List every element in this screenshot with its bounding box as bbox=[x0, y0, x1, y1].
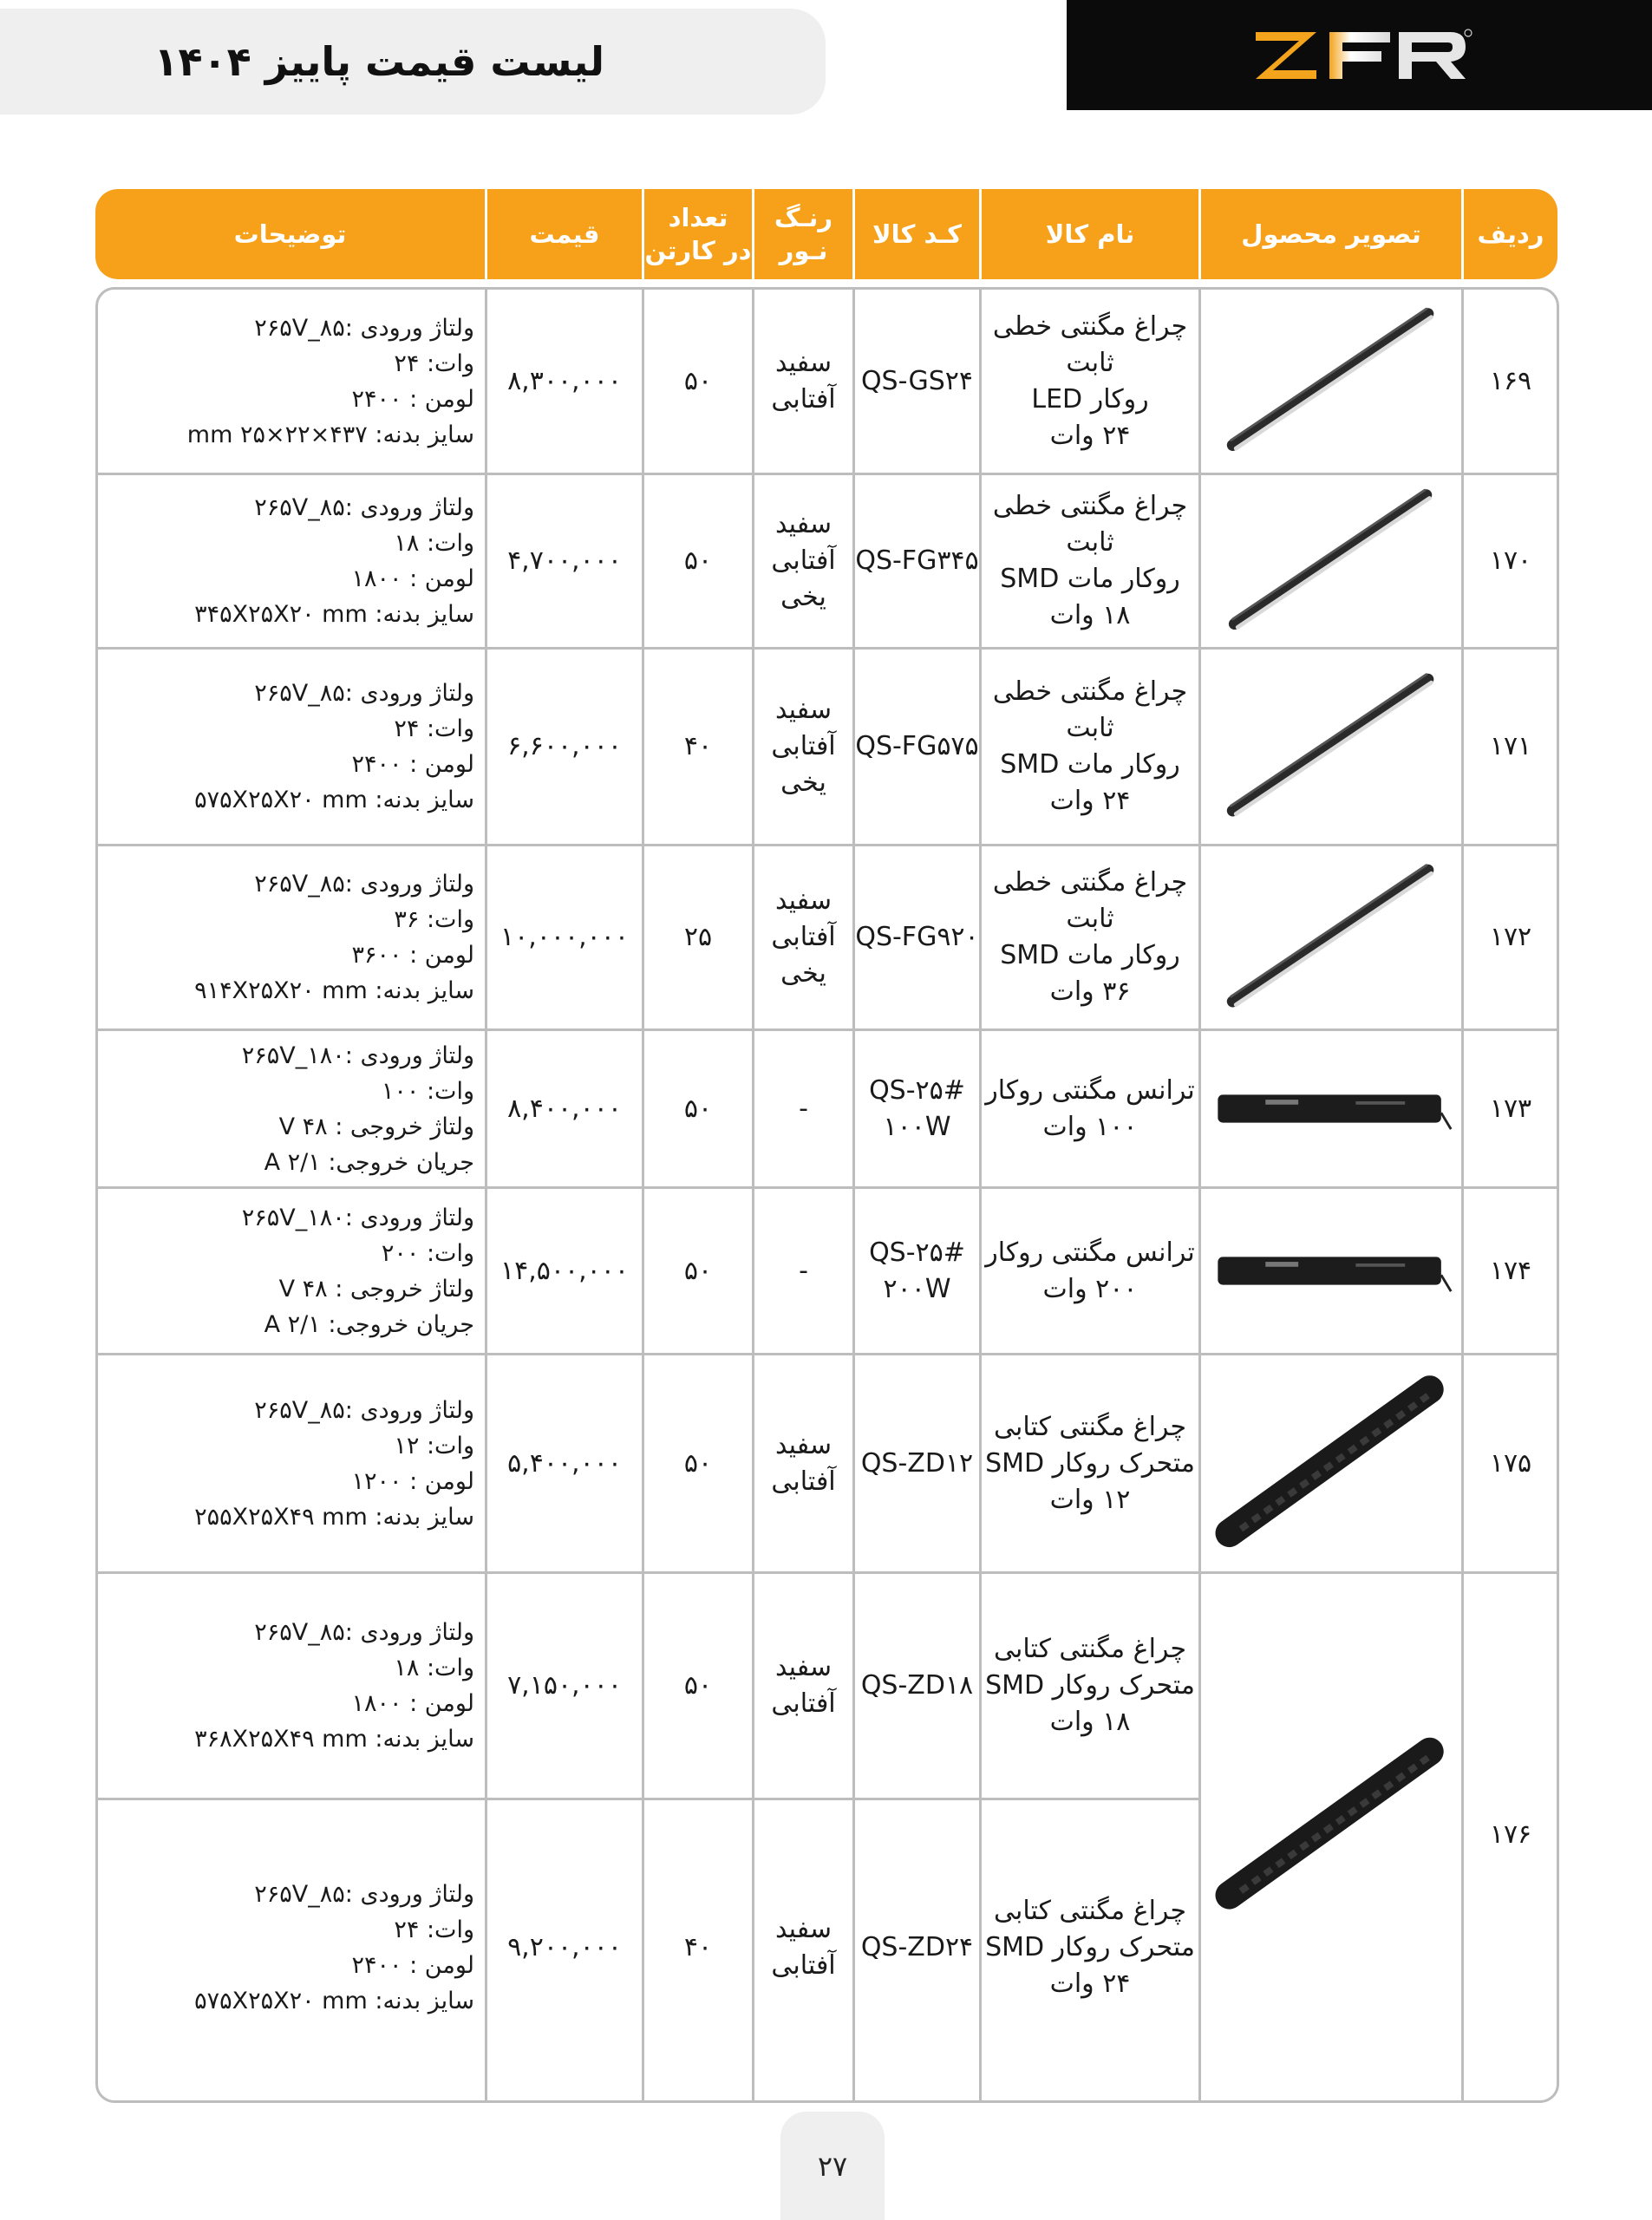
product-name-line: ۲۴ وات bbox=[1049, 420, 1131, 451]
header-desc: توضیحات bbox=[233, 219, 347, 249]
row-number: ۱۷۲ bbox=[1489, 922, 1532, 952]
description-line: ولتاژ ورودی :۸۵_۲۶۵V bbox=[254, 1619, 474, 1646]
product-name-line: ۲۴ وات bbox=[1049, 1969, 1131, 1999]
row-number: ۱۷۱ bbox=[1489, 731, 1532, 761]
description-line: وات: ۲۰۰ bbox=[381, 1239, 474, 1267]
description-line: ولتاژ خروجی : ۴۸ V bbox=[278, 1113, 474, 1140]
price: ۱۰,۰۰۰,۰۰۰ bbox=[500, 922, 629, 952]
description-line: سایز بدنه: ۳۴۵X۲۵X۲۰ mm bbox=[194, 601, 474, 628]
price: ۹,۲۰۰,۰۰۰ bbox=[507, 1932, 622, 1962]
product-code bbox=[855, 1189, 979, 1353]
light-color bbox=[754, 846, 852, 1028]
description-line: ولتاژ ورودی :۱۸۰_۲۶۵V bbox=[241, 1041, 474, 1069]
row-number: ۱۶۹ bbox=[1489, 365, 1532, 396]
product-name-line: چراغ مگنتی کتابی bbox=[994, 1896, 1186, 1926]
row-number: ۱۷۳ bbox=[1489, 1093, 1532, 1124]
product-name-line: ۲۴ وات bbox=[1049, 786, 1131, 816]
product-code bbox=[855, 846, 979, 1028]
light-color-line: سفید bbox=[774, 1652, 833, 1682]
product-code-line: QS-۲۵# bbox=[869, 1074, 965, 1106]
description-line: لومن : ۳۶۰۰ bbox=[351, 942, 474, 969]
light-color-line: سفید bbox=[774, 347, 833, 378]
product-code-line: QS-ZD۱۸ bbox=[860, 1670, 974, 1701]
product-name-line: روکار مات SMD bbox=[1000, 564, 1180, 594]
description bbox=[98, 1189, 474, 1353]
light-color-line: سفید bbox=[774, 509, 833, 539]
product-code bbox=[855, 650, 979, 844]
product-name bbox=[982, 650, 1198, 844]
product-name-line: ۳۶ وات bbox=[1049, 976, 1131, 1007]
product-name-line: ۱۲ وات bbox=[1049, 1484, 1131, 1515]
carton-count: ۵۰ bbox=[683, 1447, 713, 1479]
carton-count: ۵۰ bbox=[683, 1670, 713, 1701]
product-name-line: ۱۸ وات bbox=[1049, 600, 1131, 630]
description-line: وات: ۱۸ bbox=[394, 530, 474, 557]
carton-count: ۲۵ bbox=[683, 922, 713, 952]
product-name-line: چراغ مگنتی کتابی bbox=[994, 1411, 1186, 1442]
description-line: ولتاژ ورودی :۱۸۰_۲۶۵V bbox=[241, 1204, 474, 1231]
product-name bbox=[982, 290, 1198, 473]
light-color-line: سفید bbox=[774, 1914, 833, 1944]
carton-count: ۵۰ bbox=[683, 1093, 713, 1124]
row-number: ۱۷۵ bbox=[1489, 1447, 1532, 1479]
description-line: وات: ۳۶ bbox=[394, 906, 474, 933]
brand-logo bbox=[1067, 0, 1652, 110]
description-line: ولتاژ ورودی :۸۵_۲۶۵V bbox=[254, 680, 474, 707]
product-name-line: چراغ مگنتی کتابی bbox=[994, 1634, 1186, 1664]
description bbox=[98, 846, 474, 1028]
description-line: وات: ۲۴ bbox=[394, 1916, 474, 1943]
product-code bbox=[855, 1574, 979, 1798]
description-line: لومن : ۲۴۰۰ bbox=[351, 751, 474, 778]
header-count-top: تعداد bbox=[668, 203, 728, 232]
description-line: وات: ۱۰۰ bbox=[381, 1077, 474, 1105]
row-number: ۱۷۶ bbox=[1489, 1818, 1532, 1850]
product-image bbox=[1208, 1361, 1454, 1566]
light-color-line: آفتابی bbox=[771, 731, 836, 761]
row-number: ۱۷۰ bbox=[1489, 545, 1532, 576]
carton-count: ۵۰ bbox=[683, 545, 713, 576]
product-name-line: چراغ مگنتی خطی ثابت bbox=[992, 310, 1188, 378]
description-line: ولتاژ ورودی :۸۵_۲۶۵V bbox=[254, 494, 474, 521]
description bbox=[98, 475, 474, 647]
description-line: سایز بدنه: ۲۵۵X۲۵X۴۹ mm bbox=[194, 1503, 474, 1531]
product-code bbox=[855, 1800, 979, 2095]
product-code bbox=[855, 475, 979, 647]
description bbox=[98, 1031, 474, 1186]
product-name-line: ۱۸ وات bbox=[1049, 1707, 1131, 1737]
row-number: ۱۷۴ bbox=[1489, 1255, 1532, 1286]
description bbox=[98, 1355, 474, 1571]
light-color bbox=[754, 475, 852, 647]
product-name-line: ترانس مگنتی روکار bbox=[985, 1074, 1195, 1106]
header-color-top: رنـگ bbox=[774, 203, 833, 232]
product-name-line: ۲۰۰ وات bbox=[1042, 1273, 1138, 1304]
product-code bbox=[855, 290, 979, 473]
product-image bbox=[1208, 1661, 1454, 1990]
product-code-line: ۲۰۰W bbox=[883, 1273, 951, 1304]
description-line: ولتاژ ورودی :۸۵_۲۶۵V bbox=[254, 1396, 474, 1424]
light-color-line: آفتابی bbox=[771, 383, 836, 415]
light-color bbox=[754, 290, 852, 473]
header-image: تصویر محصول bbox=[1241, 219, 1421, 249]
product-name bbox=[982, 1800, 1198, 2095]
product-image bbox=[1208, 480, 1454, 642]
light-color bbox=[754, 650, 852, 844]
header-count-bottom: در کارتن bbox=[644, 236, 752, 265]
carton-count: ۵۰ bbox=[683, 1255, 713, 1286]
description bbox=[98, 650, 474, 844]
price: ۴,۷۰۰,۰۰۰ bbox=[507, 545, 622, 576]
price: ۷,۱۵۰,۰۰۰ bbox=[507, 1670, 622, 1701]
header-color-bottom: نـور bbox=[779, 236, 828, 265]
product-name-line: چراغ مگنتی خطی ثابت bbox=[992, 867, 1188, 934]
product-image bbox=[1208, 655, 1454, 839]
description-line: سایز بدنه: ۴۳۷×۲۲×۲۵ mm bbox=[186, 421, 474, 448]
description-line: لومن : ۱۸۰۰ bbox=[351, 1690, 474, 1717]
product-code-line: QS-ZD۲۴ bbox=[860, 1932, 974, 1962]
description-line: لومن : ۱۸۰۰ bbox=[351, 565, 474, 592]
light-color bbox=[754, 1031, 852, 1186]
product-name bbox=[982, 1355, 1198, 1571]
description-line: جریان خروجی: ۲/۱ A bbox=[264, 1148, 474, 1176]
light-color-line: آفتابی bbox=[771, 922, 836, 952]
light-color-line: سفید bbox=[774, 695, 833, 725]
product-image bbox=[1208, 852, 1454, 1023]
product-code bbox=[855, 1031, 979, 1186]
description-line: لومن : ۲۴۰۰ bbox=[351, 385, 474, 413]
light-color-line: - bbox=[799, 1093, 808, 1124]
light-color bbox=[754, 1574, 852, 1798]
description bbox=[98, 1574, 474, 1798]
light-color-line: یخی bbox=[780, 582, 826, 612]
price: ۶,۶۰۰,۰۰۰ bbox=[507, 731, 622, 761]
carton-count: ۵۰ bbox=[683, 365, 713, 396]
title-bar bbox=[0, 9, 826, 114]
description-line: سایز بدنه: ۹۱۴X۲۵X۲۰ mm bbox=[194, 977, 474, 1004]
product-code bbox=[855, 1355, 979, 1571]
page-number: ۲۷ bbox=[780, 2112, 885, 2220]
product-name-line: روکار مات SMD bbox=[1000, 940, 1180, 970]
product-name-line: متحرک روکار SMD bbox=[985, 1932, 1195, 1962]
table-header bbox=[95, 189, 1557, 279]
header-price: قیمت bbox=[529, 219, 600, 249]
product-name bbox=[982, 1031, 1198, 1186]
carton-count: ۴۰ bbox=[683, 1932, 713, 1962]
product-name-line: متحرک روکار SMD bbox=[985, 1447, 1195, 1479]
description-line: وات: ۱۲ bbox=[394, 1432, 474, 1459]
header-code: کـد کالا bbox=[872, 219, 962, 249]
product-code-line: QS-FG۵۷۵ bbox=[855, 731, 979, 761]
light-color-line: آفتابی bbox=[771, 545, 836, 576]
price: ۱۴,۵۰۰,۰۰۰ bbox=[500, 1255, 629, 1286]
product-name-line: روکار LED bbox=[1031, 383, 1149, 415]
description-line: وات: ۲۴ bbox=[394, 349, 474, 377]
light-color-line: آفتابی bbox=[771, 1950, 836, 1981]
light-color bbox=[754, 1189, 852, 1353]
product-image bbox=[1208, 295, 1454, 467]
header-row: ردیف bbox=[1477, 219, 1544, 249]
header-name: نام کالا bbox=[1045, 219, 1135, 249]
description-line: ولتاژ ورودی :۸۵_۲۶۵V bbox=[254, 871, 474, 898]
price: ۵,۴۰۰,۰۰۰ bbox=[507, 1447, 622, 1479]
description-line: ولتاژ ورودی :۸۵_۲۶۵V bbox=[254, 1881, 474, 1908]
product-name-line: ترانس مگنتی روکار bbox=[985, 1237, 1195, 1268]
product-name bbox=[982, 846, 1198, 1028]
light-color-line: سفید bbox=[774, 885, 833, 916]
product-name bbox=[982, 1189, 1198, 1353]
light-color bbox=[754, 1355, 852, 1571]
product-code-line: QS-GS۲۴ bbox=[860, 365, 974, 396]
product-name-line: چراغ مگنتی خطی ثابت bbox=[992, 491, 1188, 558]
description-line: سایز بدنه: ۵۷۵X۲۵X۲۰ mm bbox=[194, 787, 474, 813]
description-line: ولتاژ خروجی : ۴۸ V bbox=[278, 1275, 474, 1303]
light-color-line: - bbox=[799, 1255, 808, 1286]
product-name bbox=[982, 475, 1198, 647]
light-color-line: آفتابی bbox=[771, 1688, 836, 1719]
description-line: لومن : ۱۲۰۰ bbox=[351, 1467, 474, 1495]
product-image bbox=[1208, 1036, 1454, 1181]
light-color bbox=[754, 1800, 852, 2095]
header-count bbox=[644, 189, 752, 279]
description-line: وات: ۱۸ bbox=[394, 1655, 474, 1681]
light-color-line: یخی bbox=[780, 958, 826, 989]
product-name-line: روکار مات SMD bbox=[1000, 749, 1180, 780]
product-image bbox=[1208, 1194, 1454, 1348]
description-line: ولتاژ ورودی :۸۵_۲۶۵V bbox=[254, 314, 474, 342]
product-name-line: متحرک روکار SMD bbox=[985, 1670, 1195, 1701]
price: ۸,۳۰۰,۰۰۰ bbox=[507, 365, 622, 396]
header-color bbox=[754, 189, 852, 279]
product-name-line: چراغ مگنتی خطی ثابت bbox=[992, 676, 1188, 743]
carton-count: ۴۰ bbox=[683, 731, 713, 761]
description-line: سایز بدنه: ۳۶۸X۲۵X۴۹ mm bbox=[194, 1726, 474, 1753]
page-title: لیست قیمت پاییز ۱۴۰۴ bbox=[153, 38, 604, 85]
product-code-line: QS-۲۵# bbox=[869, 1237, 965, 1268]
product-code-line: QS-FG۳۴۵ bbox=[855, 545, 979, 576]
zfr-logo-icon bbox=[1247, 25, 1472, 86]
description bbox=[98, 1800, 474, 2095]
product-name-line: ۱۰۰ وات bbox=[1042, 1111, 1138, 1142]
price: ۸,۴۰۰,۰۰۰ bbox=[507, 1093, 622, 1124]
product-code-line: QS-ZD۱۲ bbox=[860, 1447, 974, 1479]
description-line: وات: ۲۴ bbox=[394, 715, 474, 742]
description-line: سایز بدنه: ۵۷۵X۲۵X۲۰ mm bbox=[194, 1988, 474, 2014]
light-color-line: آفتابی bbox=[771, 1466, 836, 1497]
product-code-line: ۱۰۰W bbox=[883, 1111, 951, 1142]
description-line: جریان خروجی: ۲/۱ A bbox=[264, 1310, 474, 1338]
description-line: لومن : ۲۴۰۰ bbox=[351, 1952, 474, 1979]
product-name bbox=[982, 1574, 1198, 1798]
light-color-line: سفید bbox=[774, 1429, 833, 1460]
description bbox=[98, 290, 474, 473]
light-color-line: یخی bbox=[780, 767, 826, 798]
product-code-line: QS-FG۹۲۰ bbox=[855, 922, 979, 952]
